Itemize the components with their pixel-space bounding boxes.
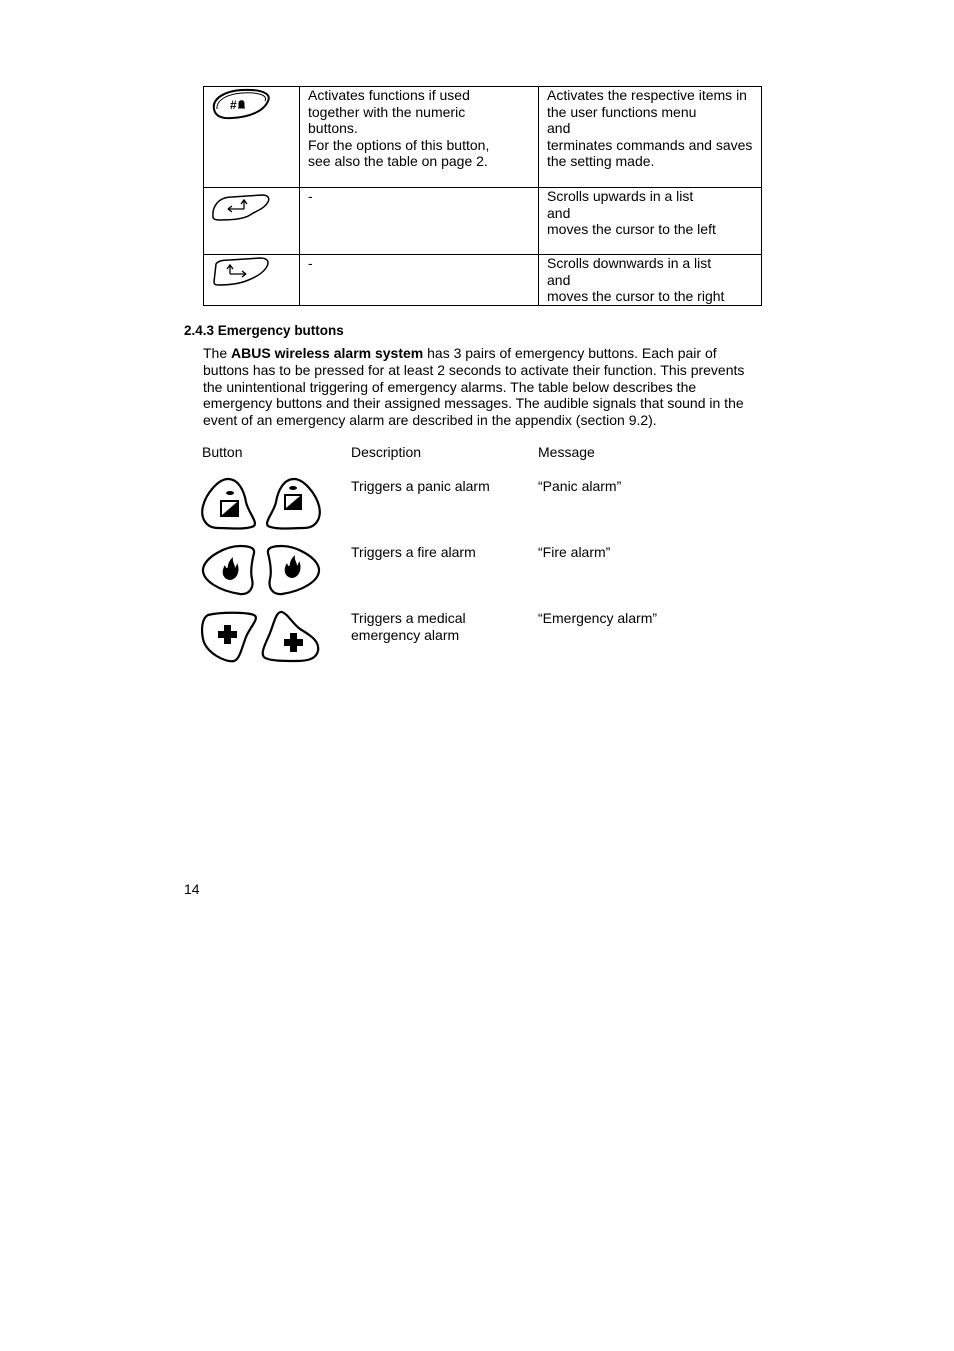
table-row [204, 87, 762, 188]
fire-description: Triggers a fire alarm [351, 544, 476, 560]
functions-text: - [308, 188, 313, 204]
section-paragraph [203, 345, 765, 429]
fire-button-pair-icon [200, 543, 322, 597]
key-icon-cell [204, 255, 300, 306]
functions-text: Activates functions if used together with the numeric buttons. For the options of this button, see also the table on page 2. [308, 87, 490, 170]
user-menu-text: Scrolls downwards in a list and moves the cursor to the right [547, 255, 725, 305]
user-menu-text: Activates the respective items in the user functions menu and terminates commands and saves the setting made. [547, 87, 753, 170]
functions-cell [300, 87, 539, 188]
key-icon-cell [204, 87, 300, 188]
scroll-up-key-icon [210, 189, 272, 223]
medical-description: Triggers a medical emergency alarm [351, 610, 466, 643]
table-row [204, 188, 762, 255]
column-header-button: Button [202, 444, 243, 460]
table-row [204, 255, 762, 306]
functions-cell [300, 255, 539, 306]
column-header-message: Message [538, 444, 595, 460]
column-header-description: Description [351, 444, 422, 460]
scroll-down-key-icon [210, 256, 272, 288]
page-number: 14 [184, 881, 200, 897]
user-menu-cell [539, 87, 762, 188]
para-rest: has 3 pairs of emergency buttons. Each pair of buttons has to be pressed for at least 2 seconds to activate their function. This prevents the unintentional triggering of emergency alarms. The table below describes the emergency buttons and their assigned messages. The audible signals that sound in the event of an emergency alarm are described in the appendix (section 9.2). [203, 345, 745, 429]
user-menu-text: Scrolls upwards in a list and moves the cursor to the left [547, 188, 716, 238]
functions-text: - [308, 255, 313, 271]
user-menu-cell [539, 255, 762, 306]
panic-description: Triggers a panic alarm [351, 478, 490, 494]
svg-text:#: # [230, 98, 237, 112]
medical-message: “Emergency alarm” [538, 610, 658, 626]
fire-message: “Fire alarm” [538, 544, 611, 560]
panic-message: “Panic alarm” [538, 478, 622, 494]
user-menu-cell [539, 188, 762, 255]
section-heading: 2.4.3 Emergency buttons [184, 323, 344, 338]
medical-button-pair-icon [200, 609, 322, 665]
panic-button-pair-icon [200, 476, 322, 532]
para-start: The [203, 345, 232, 361]
functions-cell [300, 188, 539, 255]
hash-bell-key-icon [210, 87, 272, 121]
key-function-table [203, 86, 762, 306]
key-icon-cell [204, 188, 300, 255]
para-brand: ABUS wireless alarm system [231, 345, 424, 361]
